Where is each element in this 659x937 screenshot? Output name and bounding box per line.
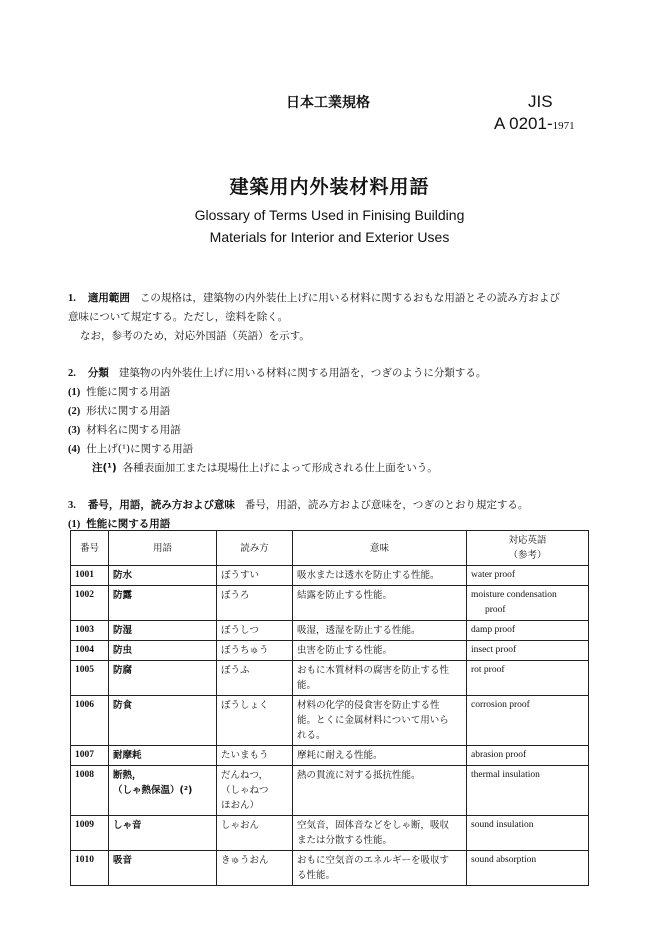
row-english: insect proof — [467, 641, 589, 661]
row-reading: しゃおん — [217, 816, 293, 851]
row-number: 1005 — [71, 661, 109, 696]
title-english-line2: Materials for Interior and Exterior Uses — [209, 229, 450, 245]
row-meaning: 摩耗に耐える性能。 — [293, 746, 467, 766]
row-reading: ぼうしつ — [217, 621, 293, 641]
row-reading: ぼうろ — [217, 586, 293, 621]
jis-label: JIS — [528, 92, 553, 111]
row-number: 1007 — [71, 746, 109, 766]
row-meaning: 結露を防止する性能。 — [293, 586, 467, 621]
row-term: しゃ音 — [109, 816, 217, 851]
table-row — [71, 586, 589, 621]
row-reading: ぼうすい — [217, 566, 293, 586]
row-term: 防水 — [109, 566, 217, 586]
item-number: (4) — [68, 444, 81, 455]
row-number: 1006 — [71, 696, 109, 746]
row-english — [467, 586, 589, 621]
header-term: 用語 — [109, 531, 217, 566]
row-reading: ぼうしょく — [217, 696, 293, 746]
row-meaning-line1: 空気音，固体音などをしゃ断，吸収 — [297, 820, 450, 831]
standard-code: A 0201- — [494, 114, 553, 133]
section1-number: 1. — [68, 293, 76, 304]
section1-line2: 意味について規定する。ただし，塗料を除く。 — [68, 311, 289, 323]
row-reading-line2: （しゃねつ — [221, 785, 269, 796]
section1-line1 — [68, 290, 560, 305]
table-row — [71, 566, 589, 586]
standard-name: 日本工業規格 — [286, 95, 370, 111]
row-number: 1004 — [71, 641, 109, 661]
row-reading-line3: ほおん） — [221, 800, 260, 811]
row-reading — [217, 766, 293, 816]
section1-line3: なお，参考のため，対応外国語（英語）を示す。 — [80, 330, 310, 342]
section3-heading-line — [68, 497, 528, 512]
row-reading: たいまもう — [217, 746, 293, 766]
row-term-line2: （しゃ熱保温）(²) — [113, 785, 193, 796]
row-meaning-line2: 能。とくに金属材料について用いら — [297, 715, 449, 726]
row-english: damp proof — [467, 621, 589, 641]
row-english: sound insulation — [467, 816, 589, 851]
section2-note — [92, 460, 438, 475]
row-number: 1003 — [71, 621, 109, 641]
row-meaning-line3: れる。 — [297, 730, 326, 741]
row-meaning: 虫害を防止する性能。 — [293, 641, 467, 661]
row-meaning-line1: 材料の化学的侵食害を防止する性 — [297, 700, 440, 711]
item-number: (2) — [68, 406, 81, 417]
table-row — [71, 816, 589, 851]
item-label: 仕上げ(¹)に関する用語 — [86, 443, 194, 455]
row-english-line1: moisture condensation — [471, 590, 557, 600]
table-row — [71, 851, 589, 886]
row-reading: きゅうおん — [217, 851, 293, 886]
row-reading: ぼうふ — [217, 661, 293, 696]
section2-heading: 分類 — [87, 367, 109, 379]
table-header-row — [71, 531, 589, 566]
table-row — [71, 641, 589, 661]
table-row — [71, 696, 589, 746]
section2-item — [68, 422, 181, 437]
section2-heading-line — [68, 365, 486, 380]
terms-table — [70, 530, 589, 886]
row-term-line1: 断熱， — [113, 770, 142, 781]
header-english-label: 対応英語 — [508, 535, 547, 546]
row-english: rot proof — [467, 661, 589, 696]
standard-year: 1971 — [552, 120, 575, 132]
section2-item — [68, 384, 170, 399]
row-term: 防湿 — [109, 621, 217, 641]
row-english: abrasion proof — [467, 746, 589, 766]
row-number: 1002 — [71, 586, 109, 621]
table-row — [71, 766, 589, 816]
row-term: 防露 — [109, 586, 217, 621]
row-number: 1001 — [71, 566, 109, 586]
row-term — [109, 766, 217, 816]
row-english: sound absorption — [467, 851, 589, 886]
section3-heading: 番号，用語，読み方および意味 — [87, 499, 235, 511]
subsection-title: 性能に関する用語 — [86, 518, 171, 530]
row-term: 防虫 — [109, 641, 217, 661]
section2-number: 2. — [68, 368, 76, 379]
row-meaning-line1: おもに木質材料の腐害を防止する性 — [297, 665, 450, 676]
section1-text1: この規格は，建築物の内外装仕上げに用いる材料に関するおもな用語とその読み方および — [139, 292, 560, 304]
row-meaning-line2: 能。 — [297, 680, 317, 691]
row-number: 1009 — [71, 816, 109, 851]
note-text: 各種表面加工または現場仕上げによって形成される仕上面をいう。 — [122, 462, 438, 474]
row-reading-line1: だんねつ， — [221, 770, 269, 781]
item-number: (1) — [68, 387, 81, 398]
header-english — [467, 531, 589, 566]
section2-item — [68, 403, 170, 418]
row-english: corrosion proof — [467, 696, 589, 746]
header-reference-label: （参考） — [508, 550, 547, 561]
note-label: 注(¹) — [92, 462, 117, 474]
header-meaning: 意味 — [293, 531, 467, 566]
item-label: 性能に関する用語 — [86, 386, 171, 398]
table-row — [71, 621, 589, 641]
subsection-heading — [68, 516, 170, 531]
row-term: 防腐 — [109, 661, 217, 696]
title-english-line1: Glossary of Terms Used in Finising Building — [194, 207, 465, 223]
row-meaning — [293, 816, 467, 851]
row-meaning-line2: または分散する性能。 — [297, 835, 393, 846]
row-english: thermal insulation — [467, 766, 589, 816]
section3-text: 番号，用語，読み方および意味を，つぎのとおり規定する。 — [244, 499, 529, 511]
item-label: 形状に関する用語 — [86, 405, 171, 417]
row-meaning: 熱の貫流に対する抵抗性能。 — [293, 766, 467, 816]
standard-number — [494, 114, 575, 134]
row-term: 耐摩耗 — [109, 746, 217, 766]
header-reading: 読み方 — [217, 531, 293, 566]
section2-item — [68, 441, 193, 456]
row-english: water proof — [467, 566, 589, 586]
row-meaning: 吸湿，透湿を防止する性能。 — [293, 621, 467, 641]
row-term: 防食 — [109, 696, 217, 746]
row-english-line2: proof — [485, 605, 506, 615]
row-meaning — [293, 696, 467, 746]
section2-text: 建築物の内外装仕上げに用いる材料に関する用語を，つぎのように分類する。 — [118, 367, 487, 379]
section1-heading: 適用範囲 — [87, 292, 130, 304]
row-meaning — [293, 851, 467, 886]
row-meaning-line1: おもに空気音のエネルギーを吸収す — [297, 855, 450, 866]
item-number: (3) — [68, 425, 81, 436]
row-number: 1010 — [71, 851, 109, 886]
row-meaning-line2: る性能。 — [297, 870, 336, 881]
subsection-number: (1) — [68, 519, 81, 530]
item-label: 材料名に関する用語 — [86, 424, 181, 436]
title-japanese: 建築用内外装材料用語 — [229, 176, 430, 198]
row-term: 吸音 — [109, 851, 217, 886]
row-meaning: 吸水または透水を防止する性能。 — [293, 566, 467, 586]
row-meaning — [293, 661, 467, 696]
header-number: 番号 — [71, 531, 109, 566]
row-number: 1008 — [71, 766, 109, 816]
table-row — [71, 746, 589, 766]
row-reading: ぼうちゅう — [217, 641, 293, 661]
section3-number: 3. — [68, 500, 76, 511]
table-row — [71, 661, 589, 696]
